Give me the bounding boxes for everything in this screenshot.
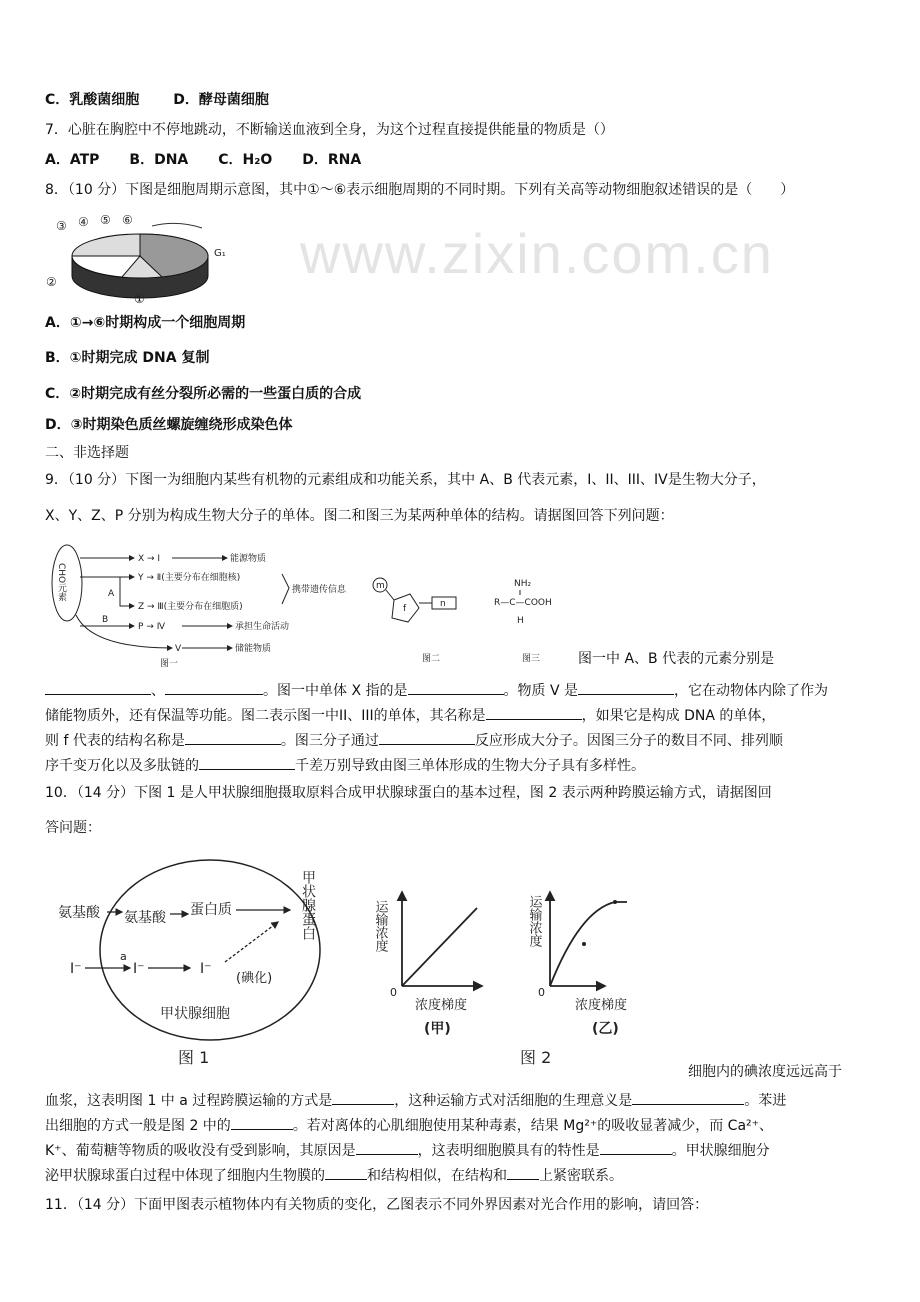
q9-para-line1 (45, 680, 828, 701)
q7-options (45, 150, 361, 170)
section-heading: 二、非选择题 (45, 445, 129, 461)
fig1-v-row: V (175, 644, 182, 654)
fig1-iodide-1: I⁻ (133, 961, 145, 977)
fig1-cell-label: 甲状腺细胞 (160, 1006, 230, 1022)
fig1-iodide-outside: I⁻ (70, 961, 82, 977)
q10-stem-line1: 10．（14 分）下图 1 是人甲状腺细胞摄取原料合成甲状腺球蛋白的基本过程，图 2 表示两种跨膜运输方式，请据图回 (45, 785, 772, 801)
text: 则 f 代表的结构名称是 (45, 733, 185, 749)
text: 出细胞的方式一般是图 2 中的 (45, 1118, 231, 1134)
answer-blank[interactable] (231, 1115, 293, 1130)
text: 。若对离体的心肌细胞使用某种毒素，结果 Mg²⁺的吸收显著减少，而 Ca²⁺、 (292, 1118, 774, 1134)
text: 泌甲状腺球蛋白过程中体现了细胞内生物膜的 (45, 1168, 325, 1184)
q10-para-line2 (45, 1115, 773, 1136)
fig3-h: H (517, 616, 524, 626)
fig1-x-row: X → I (138, 554, 161, 564)
q7-option-a: A．ATP (45, 152, 100, 168)
text: 。物质 V 是 (503, 683, 578, 699)
answer-blank[interactable] (356, 1140, 418, 1155)
answer-blank[interactable] (507, 1165, 539, 1180)
fig1-genetic: 携带遗传信息 (292, 585, 347, 595)
fig2-yi-origin: 0 (538, 986, 545, 999)
q6-option-d: D．酵母菌细胞 (173, 92, 269, 108)
text: 和结构相似，在结构和 (367, 1168, 507, 1184)
q8-option-a: A．①→⑥时期构成一个细胞周期 (45, 315, 246, 331)
fig2-jia-label: (甲) (424, 1021, 451, 1037)
text: 序千变万化以及多肽链的 (45, 758, 199, 774)
fig1-p-row: P → Ⅳ (138, 622, 165, 632)
fig2-yi-label: (乙) (592, 1021, 619, 1037)
fig1-a: a (120, 950, 127, 963)
answer-blank[interactable] (325, 1165, 367, 1180)
q10-para-line3 (45, 1140, 770, 1161)
fig2-f: f (403, 604, 407, 614)
text: 储能物质外，还有保温等功能。图二表示图一中II、III的单体，其名称是 (45, 708, 486, 724)
text: ，它在动物体内除了作为 (673, 683, 828, 699)
q8-option-d: D．③时期染色质丝螺旋缠绕形成染色体 (45, 417, 293, 433)
pie-label-6: ⑥ (122, 213, 133, 227)
q9-stem-line2: X、Y、Z、P 分别为构成生物大分子的单体。图二和图三为某两种单体的结构。请据图回答下列问题： (45, 508, 674, 524)
pie-label-1: ① (134, 292, 145, 306)
text: 反应形成大分子。因图三分子的数目不同、排列顺 (474, 733, 783, 749)
figure-2-caption: 图 2 (520, 1048, 552, 1067)
answer-blank[interactable] (408, 680, 504, 695)
fig1-life: 承担生命活动 (235, 622, 290, 632)
fig3-caption: 图三 (522, 654, 541, 664)
text: 。甲状腺细胞分 (671, 1143, 770, 1159)
fig2-m: m (376, 581, 385, 591)
fig1-store: 储能物质 (235, 644, 272, 654)
fig2-n: n (440, 599, 446, 609)
text: 、 (151, 683, 165, 699)
fig1-b: B (102, 615, 109, 625)
pie-label-3: ③ (56, 219, 67, 233)
answer-blank[interactable] (199, 755, 295, 770)
answer-blank[interactable] (486, 705, 582, 720)
fig1-amino-acid-inside: 氨基酸 (124, 910, 166, 926)
text: 上紧密联系。 (539, 1168, 623, 1184)
fig1-caption: 图一 (160, 659, 179, 668)
q11-stem: 11．（14 分）下面甲图表示植物体内有关物质的变化，乙图表示不同外界因素对光合作用的影响，请回答： (45, 1197, 709, 1213)
q9-stem-line1: 9．（10 分）下图一为细胞内某些有机物的元素组成和功能关系，其中 A、B 代表元素，I、II、III、IV是生物大分子， (45, 472, 766, 488)
q9-figures (42, 538, 572, 668)
pie-label-4: ④ (78, 215, 89, 229)
q7-option-d: D．RNA (302, 152, 362, 168)
q6-options (45, 90, 269, 110)
pie-label-5: ⑤ (100, 213, 111, 227)
q9-para-line4 (45, 755, 645, 776)
q10-stem-line2: 答问题： (45, 820, 101, 836)
q7-option-b: B．DNA (129, 152, 189, 168)
elements-label: CHO元素 (56, 563, 66, 602)
answer-blank[interactable] (632, 1090, 744, 1105)
fig1-amino-acid-outside: 氨基酸 (58, 905, 100, 921)
q7-stem: 7．心脏在胸腔中不停地跳动，不断输送血液到全身，为这个过程直接提供能量的物质是（） (45, 122, 614, 138)
answer-blank[interactable] (45, 680, 151, 695)
pie-label-2: ② (46, 275, 57, 289)
fig1-iodize: (碘化) (236, 971, 273, 986)
cell-cycle-pie (42, 210, 242, 306)
q8-option-c: C．②时期完成有丝分裂所必需的一些蛋白质的合成 (45, 386, 362, 402)
text: 血浆，这表明图 1 中 a 过程跨膜运输的方式是 (45, 1093, 333, 1109)
answer-blank[interactable] (600, 1140, 672, 1155)
answer-blank[interactable] (379, 730, 475, 745)
q6-option-c: C．乳酸菌细胞 (45, 92, 140, 108)
text: K⁺、葡萄糖等物质的吸收没有受到影响，其原因是 (45, 1143, 356, 1159)
fig2-jia-ylabel: 运输浓度 (372, 900, 388, 952)
q10-tail: 细胞内的碘浓度远远高于 (688, 1064, 842, 1080)
fig1-y-row: Y → Ⅱ(主要分布在细胞核) (138, 573, 241, 583)
answer-blank[interactable] (165, 680, 263, 695)
q9-para-line2 (45, 705, 775, 726)
q10-figures (40, 850, 680, 1075)
text: 。苯进 (744, 1093, 787, 1109)
q9-para-line3 (45, 730, 783, 751)
fig1-a: A (108, 589, 115, 599)
fig2-yi-xlabel: 浓度梯度 (575, 998, 628, 1013)
text: 千差万别导致由图三单体形成的生物大分子具有多样性。 (295, 758, 645, 774)
fig1-protein: 蛋白质 (190, 902, 232, 918)
fig3-nh2: NH₂ (514, 579, 532, 589)
q7-option-c: C．H₂O (218, 152, 273, 168)
pie-label-g1: G₁ (214, 248, 226, 259)
q10-para-line4 (45, 1165, 623, 1186)
text: ，这表明细胞膜具有的特性是 (417, 1143, 600, 1159)
fig2-jia-origin: 0 (390, 986, 397, 999)
fig2-yi-ylabel: 运输浓度 (526, 895, 542, 947)
fig2-jia-xlabel: 浓度梯度 (415, 998, 468, 1013)
q8-option-b: B．①时期完成 DNA 复制 (45, 350, 210, 366)
q9-tail: 图一中 A、B 代表的元素分别是 (578, 651, 775, 667)
fig3-chain: R—C—COOH (494, 598, 552, 608)
fig1-iodide-2: I⁻ (200, 961, 212, 977)
text: ，这种运输方式对活细胞的生理意义是 (394, 1093, 633, 1109)
q8-stem: 8．（10 分）下图是细胞周期示意图，其中①～⑥表示细胞周期的不同时期。下列有关高等动物细胞叙述错误的是（ ） (45, 182, 795, 198)
text: 。图三分子通过 (280, 733, 379, 749)
watermark: www.zixin.com.cn (300, 222, 774, 285)
answer-blank[interactable] (185, 730, 281, 745)
fig1-energy: 能源物质 (230, 554, 267, 564)
fig1-z-row: Z → Ⅲ(主要分布在细胞质) (138, 602, 243, 612)
fig2-caption: 图二 (422, 654, 441, 664)
text: 。图一中单体 X 指的是 (263, 683, 408, 699)
answer-blank[interactable] (578, 680, 674, 695)
answer-blank[interactable] (332, 1090, 394, 1105)
figure-1-caption: 图 1 (178, 1048, 210, 1067)
fig1-thyroglobulin: 甲状腺蛋白 (300, 870, 316, 940)
q10-para-line1 (45, 1090, 786, 1111)
text: ，如果它是构成 DNA 的单体， (581, 708, 776, 724)
